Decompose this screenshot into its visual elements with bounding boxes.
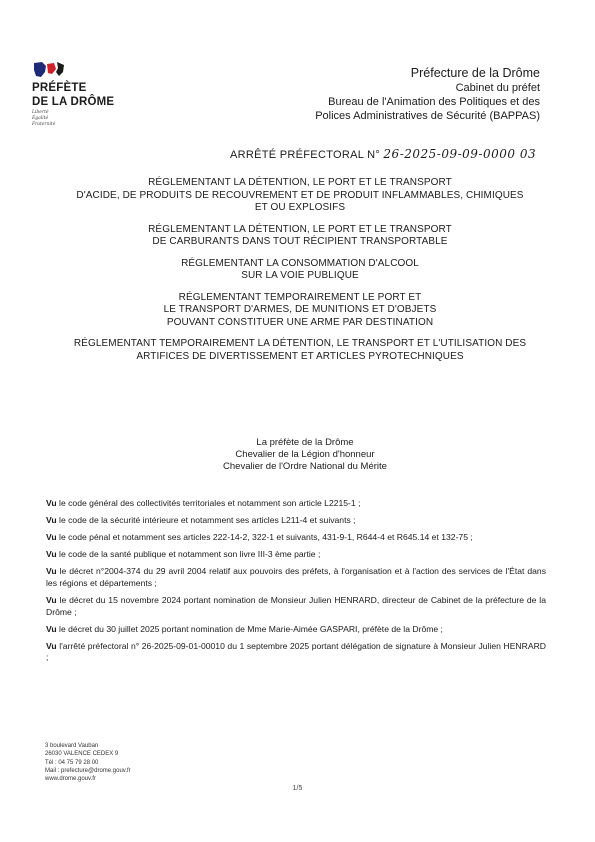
- footer-street: 3 boulevard Vauban: [45, 743, 99, 749]
- title-block: [40, 338, 560, 363]
- footer-email: Mail : prefecture@drome.gouv.fr: [45, 767, 131, 774]
- title-line: RÉGLEMENTANT LA DÉTENTION, LE PORT ET LE TRANSPORT: [148, 177, 452, 188]
- cabinet-name: Cabinet du préfet: [455, 82, 540, 94]
- title-line: ET OU EXPLOSIFS: [254, 202, 346, 213]
- vu-text: le code de la sécurité intérieure et notamment ses articles L211-4 et suivants ;: [56, 515, 356, 526]
- vu-keyword: Vu: [46, 640, 57, 651]
- footer-city: 26030 VALENCE CEDEX 9: [45, 751, 119, 758]
- address-footer: [45, 742, 131, 783]
- vu-keyword: Vu: [46, 549, 57, 560]
- vu-item: [46, 515, 546, 527]
- vu-list: [46, 498, 546, 670]
- vu-text: le code de la santé publique et notamment son livre III-3 ème partie ;: [56, 549, 321, 560]
- vu-item: [46, 641, 546, 664]
- vu-keyword: Vu: [46, 566, 57, 577]
- authority-block: [180, 437, 430, 473]
- page-number: 1/5: [292, 785, 303, 792]
- vu-keyword: Vu: [46, 498, 57, 508]
- motto-fraternite: Fraternité: [32, 122, 56, 127]
- logo-motto: [32, 110, 142, 128]
- vu-item: [46, 624, 546, 636]
- arrete-number: 26-2025-09-09-0000 03: [383, 147, 537, 161]
- title-line: RÉGLEMENTANT LA CONSOMMATION D'ALCOOL: [181, 257, 419, 269]
- vu-text: le décret du 30 juillet 2025 portant nomination de Mme Marie-Aimée GASPARI, préfète de la Drôme ;: [56, 623, 443, 634]
- logo-title-line1: PRÉFÈTE: [32, 82, 87, 94]
- arrete-label: ARRÊTÉ PRÉFECTORAL N°: [230, 149, 381, 161]
- vu-text: le décret du 15 novembre 2024 portant nomination de Monsieur Julien HENRARD, directeur de Cabinet de la préfecture de la Drôme ;: [46, 595, 546, 617]
- vu-keyword: Vu: [46, 532, 57, 543]
- authority-line: La préfète de la Drôme: [256, 437, 354, 448]
- vu-item: [46, 595, 546, 618]
- vu-text: l'arrêté préfectoral n° 26-2025-09-01-00010 du 1 septembre 2025 portant délégation de signature à Monsieur Julien HENRARD ;: [46, 640, 546, 663]
- vu-item: [46, 566, 546, 589]
- footer-phone: Tél : 04 75 79 28 00: [45, 759, 99, 766]
- title-line: DE CARBURANTS DANS TOUT RÉCIPIENT TRANSPORTABLE: [152, 236, 448, 247]
- bureau-line2: Polices Administratives de Sécurité (BAPPAS): [315, 110, 540, 122]
- authority-line: Chevalier de l'Ordre National du Mérite: [223, 461, 387, 472]
- prefecture-name: Préfecture de la Drôme: [410, 66, 540, 80]
- arrete-reference: [230, 147, 536, 161]
- title-line: POUVANT CONSTITUER UNE ARME PAR DESTINATION: [166, 316, 434, 328]
- authority-line: Chevalier de la Légion d'honneur: [235, 449, 375, 460]
- title-line: D'ACIDE, DE PRODUITS DE RECOUVREMENT ET DE PRODUIT INFLAMMABLES, CHIMIQUES: [76, 189, 524, 201]
- title-line: SUR LA VOIE PUBLIQUE: [241, 270, 359, 281]
- vu-item: [46, 532, 546, 544]
- vu-item: [46, 549, 546, 561]
- motto-egalite: Égalité: [32, 116, 49, 121]
- title-block: [40, 177, 560, 215]
- vu-keyword: Vu: [46, 623, 57, 634]
- title-line: LE TRANSPORT D'ARMES, DE MUNITIONS ET D'OBJETS: [163, 304, 437, 315]
- issuing-office: [315, 66, 540, 123]
- prefecture-logo: [32, 60, 142, 128]
- vu-keyword: Vu: [46, 515, 57, 526]
- arrete-titles: [40, 177, 560, 372]
- title-line: RÉGLEMENTANT TEMPORAIREMENT LE PORT ET: [178, 291, 422, 303]
- title-block: [40, 224, 560, 249]
- motto-liberte: Liberté: [32, 110, 49, 115]
- logo-title-line2: DE LA DRÔME: [32, 96, 115, 108]
- title-block: [40, 258, 560, 283]
- vu-item: [46, 498, 546, 510]
- marianne-icon: [32, 60, 66, 80]
- vu-keyword: Vu: [46, 595, 57, 606]
- vu-text: le code général des collectivités territoriales et notamment son article L2215-1 ;: [56, 498, 361, 508]
- vu-text: le décret n°2004-374 du 29 avril 2004 relatif aux pouvoirs des préfets, à l'organisation et à l'action des services de l'État dans les régions et départements ;: [46, 566, 546, 588]
- footer-website: www.drome.gouv.fr: [45, 776, 96, 783]
- title-block: [40, 292, 560, 330]
- title-line: RÉGLEMENTANT LA DÉTENTION, LE PORT ET LE TRANSPORT: [148, 223, 452, 235]
- title-line: RÉGLEMENTANT TEMPORAIREMENT LA DÉTENTION, LE TRANSPORT ET L'UTILISATION DES: [73, 338, 527, 349]
- title-line: ARTIFICES DE DIVERTISSEMENT ET ARTICLES PYROTECHNIQUES: [136, 350, 464, 362]
- vu-text: le code pénal et notamment ses articles 222-14-2, 322-1 et suivants, 431-9-1, R644-4 et R645.14 et 132-75 ;: [56, 532, 473, 543]
- bureau-line1: Bureau de l'Animation des Politiques et des: [328, 96, 540, 108]
